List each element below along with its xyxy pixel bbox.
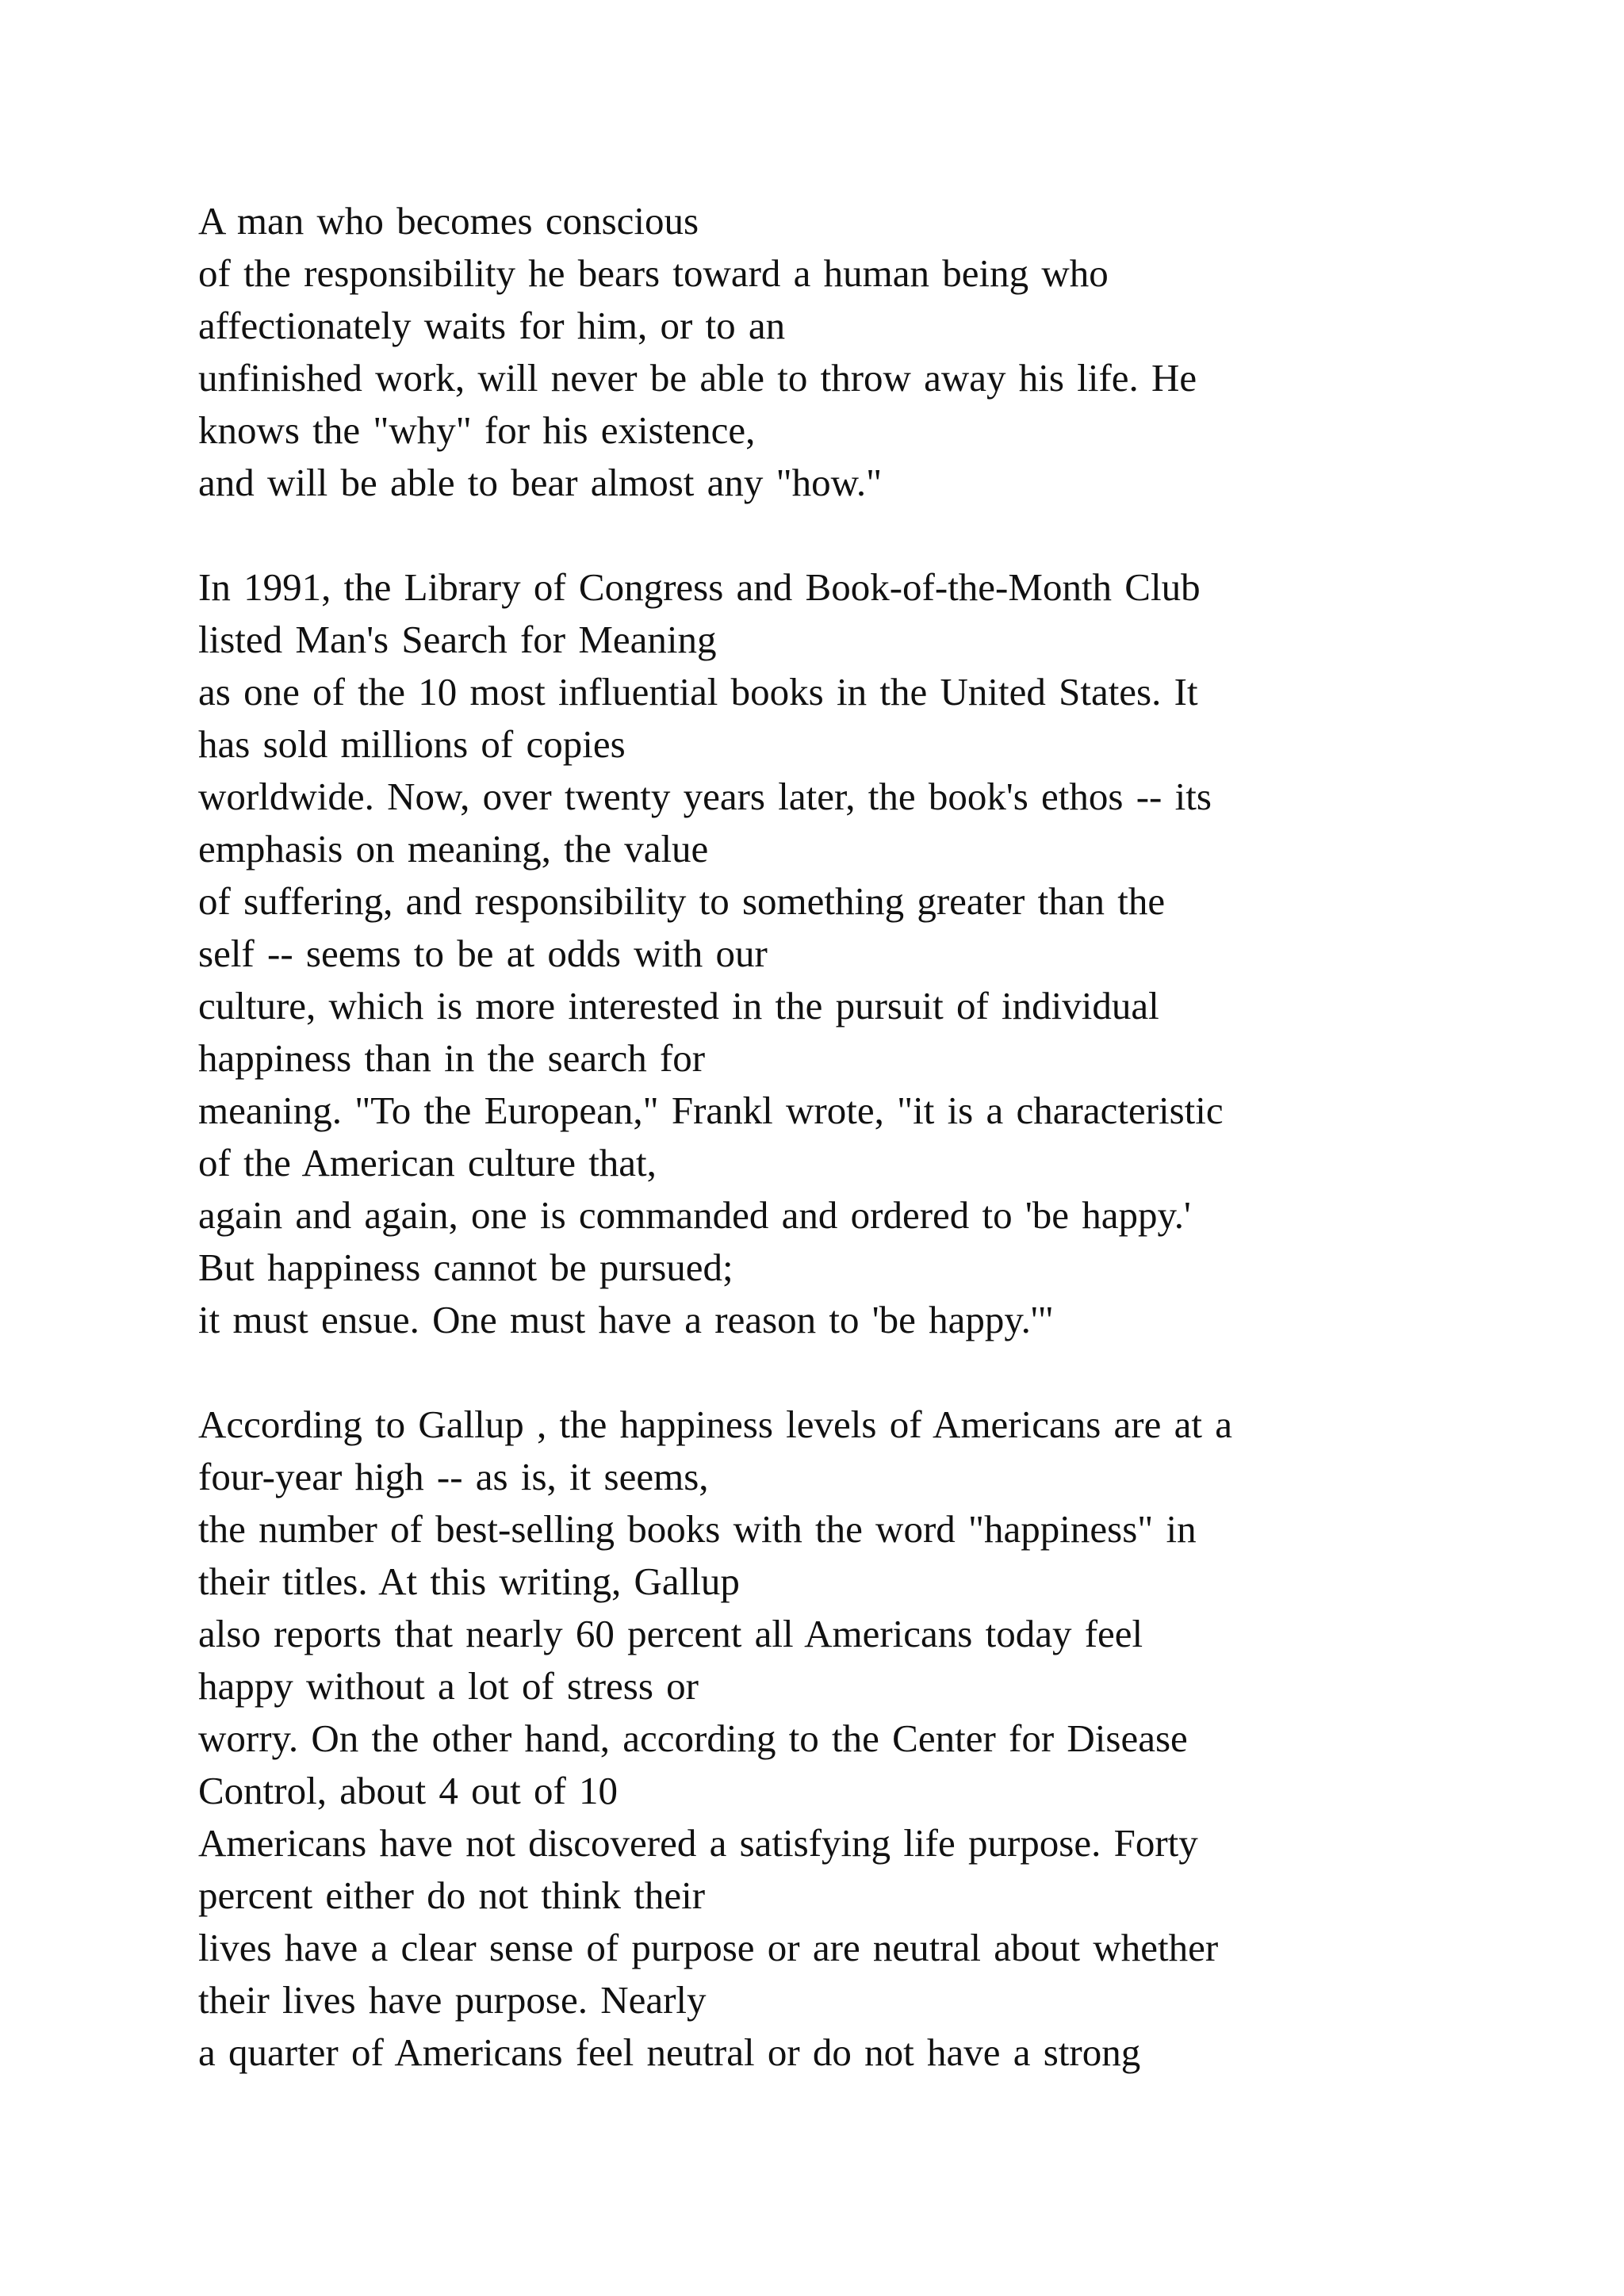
text-line: lives have a clear sense of purpose or are neutral about whether	[198, 1926, 1219, 1969]
text-line: percent either do not think their	[198, 1873, 706, 1917]
text-line: of the American culture that,	[198, 1141, 657, 1184]
paragraph-3	[198, 1399, 1546, 2079]
text-line: as one of the 10 most influential books in the United States. It	[198, 670, 1198, 714]
text-line: happiness than in the search for	[198, 1036, 706, 1080]
text-line: of suffering, and responsibility to something greater than the	[198, 879, 1166, 923]
text-line: again and again, one is commanded and ordered to 'be happy.'	[198, 1193, 1191, 1237]
text-line: affectionately waits for him, or to an	[198, 304, 786, 347]
text-line: unfinished work, will never be able to throw away his life. He	[198, 356, 1197, 400]
body-text	[198, 195, 1546, 2079]
text-line: their lives have purpose. Nearly	[198, 1978, 707, 2022]
text-line: their titles. At this writing, Gallup	[198, 1559, 740, 1603]
text-line: happy without a lot of stress or	[198, 1664, 699, 1708]
paragraph-spacer	[198, 509, 1546, 561]
paragraph-2	[198, 561, 1546, 1346]
paragraph-spacer	[198, 1346, 1546, 1399]
text-line: has sold millions of copies	[198, 722, 626, 766]
text-line: A man who becomes conscious	[198, 199, 699, 243]
text-line: Americans have not discovered a satisfying life purpose. Forty	[198, 1821, 1198, 1865]
text-line: listed Man's Search for Meaning	[198, 618, 717, 661]
text-line: culture, which is more interested in the pursuit of individual	[198, 984, 1159, 1027]
text-line: knows the "why" for his existence,	[198, 408, 756, 452]
text-line: worldwide. Now, over twenty years later, the book's ethos -- its	[198, 775, 1212, 818]
paragraph-1	[198, 195, 1546, 509]
text-line: self -- seems to be at odds with our	[198, 932, 768, 975]
text-line: worry. On the other hand, according to the Center for Disease	[198, 1716, 1188, 1760]
text-line: and will be able to bear almost any "how."	[198, 461, 883, 504]
text-line: of the responsibility he bears toward a human being who	[198, 251, 1109, 295]
text-line: But happiness cannot be pursued;	[198, 1246, 733, 1289]
text-line: According to Gallup , the happiness levels of Americans are at a	[198, 1402, 1232, 1446]
text-line: meaning. "To the European," Frankl wrote, "it is a characteristic	[198, 1089, 1224, 1132]
text-line: emphasis on meaning, the value	[198, 827, 709, 871]
text-line: also reports that nearly 60 percent all Americans today feel	[198, 1612, 1143, 1655]
text-line: four-year high -- as is, it seems,	[198, 1455, 709, 1498]
text-line: the number of best-selling books with the word "happiness" in	[198, 1507, 1197, 1551]
text-line: Control, about 4 out of 10	[198, 1769, 619, 1812]
text-line: a quarter of Americans feel neutral or do not have a strong	[198, 2030, 1141, 2074]
text-line: In 1991, the Library of Congress and Book-of-the-Month Club	[198, 565, 1201, 609]
text-line: it must ensue. One must have a reason to 'be happy.'"	[198, 1298, 1054, 1341]
